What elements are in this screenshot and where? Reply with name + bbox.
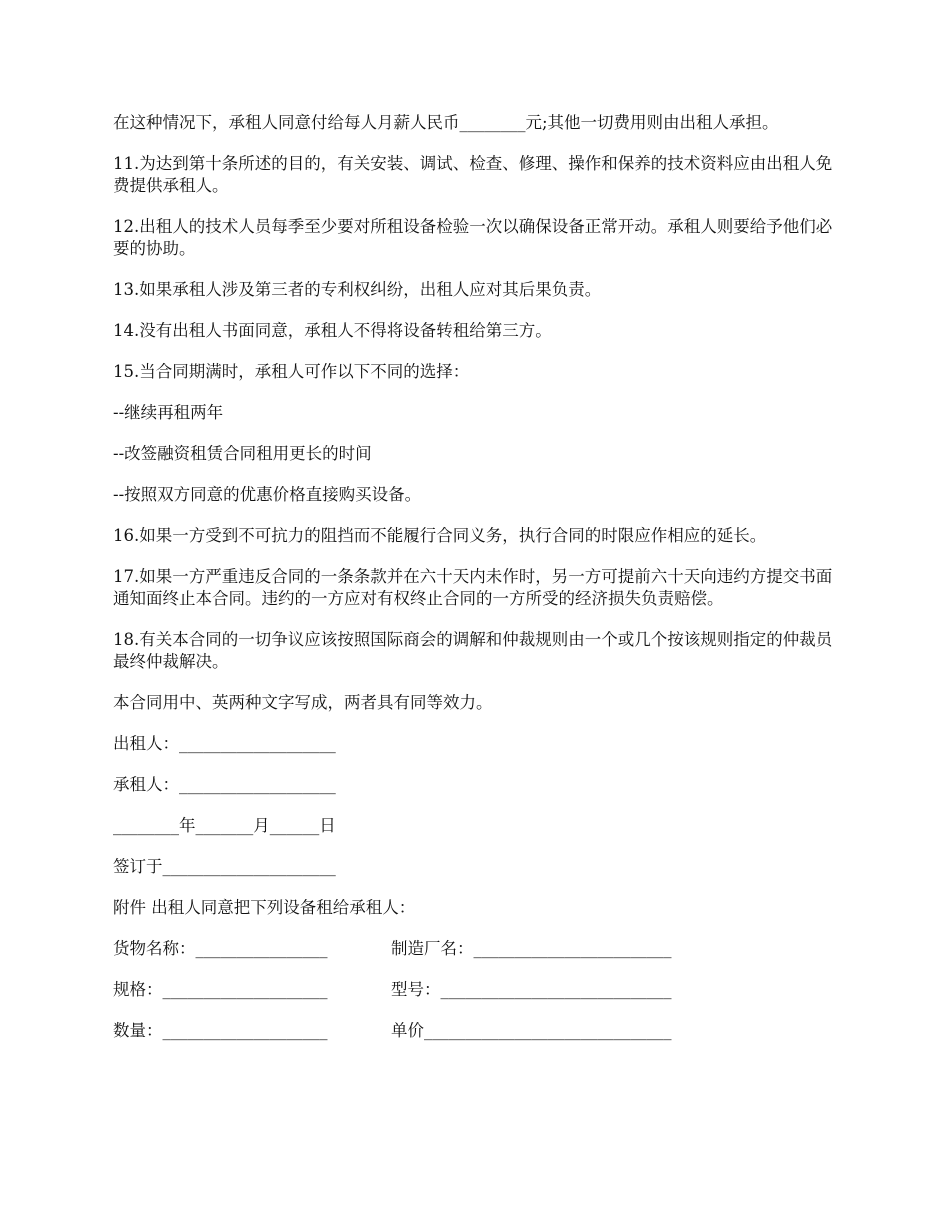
appendix-intro: 附件 出租人同意把下列设备租给承租人： bbox=[113, 898, 416, 917]
clause-12: 12.出租人的技术人员每季至少要对所租设备检验一次以确保设备正常开动。承租人则要给予他们必要的协助。 bbox=[113, 217, 833, 258]
clause-18: 18.有关本合同的一切争议应该按照国际商会的调解和仲裁规则由一个或几个按该规则指定的仲裁员最终仲裁解决。 bbox=[113, 630, 833, 671]
appendix-row bbox=[113, 938, 843, 960]
clause-16: 16.如果一方受到不可抗力的阻挡而不能履行合同义务，执行合同的时限应作相应的延长。 bbox=[113, 526, 767, 545]
lessee-signature-line: 承租人：___________________ bbox=[113, 775, 336, 794]
date-line: ________年_______月______日 bbox=[113, 816, 336, 835]
clause-13: 13.如果承租人涉及第三者的专利权纠纷，出租人应对其后果负责。 bbox=[113, 280, 602, 299]
clause-17: 17.如果一方严重违反合同的一条条款并在六十天内未作时，另一方可提前六十天向违约方提交书面通知面终止本合同。违约的一方应对有权终止合同的一方所受的经济损失负责赔偿。 bbox=[113, 567, 833, 608]
option-purchase: --按照双方同意的优惠价格直接购买设备。 bbox=[113, 485, 422, 504]
document-page bbox=[113, 112, 843, 1061]
appendix-row bbox=[113, 1020, 843, 1042]
goods-name-field: 货物名称：________________ bbox=[113, 939, 328, 958]
paragraph-salary: 在这种情况下，承租人同意付给每人月薪人民币________元;其他一切费用则由出租人承担。 bbox=[113, 113, 779, 132]
clause-14: 14.没有出租人书面同意，承租人不得将设备转租给第三方。 bbox=[113, 321, 552, 340]
clause-11: 11.为达到第十条所述的目的，有关安装、调试、检查、修理、操作和保养的技术资料应由出租人免费提供承租人。 bbox=[113, 154, 833, 195]
model-field: 型号：____________________________ bbox=[391, 980, 672, 999]
unit-price-field: 单价______________________________ bbox=[391, 1021, 672, 1040]
clause-15: 15.当合同期满时，承租人可作以下不同的选择： bbox=[113, 362, 470, 381]
specification-field: 规格：____________________ bbox=[113, 980, 328, 999]
lessor-signature-line: 出租人：___________________ bbox=[113, 734, 336, 753]
appendix-row bbox=[113, 979, 843, 1001]
language-clause: 本合同用中、英两种文字写成，两者具有同等效力。 bbox=[113, 693, 493, 712]
signed-at-line: 签订于_____________________ bbox=[113, 857, 336, 876]
option-renew: --继续再租两年 bbox=[113, 403, 224, 422]
manufacturer-field: 制造厂名：________________________ bbox=[391, 939, 672, 958]
quantity-field: 数量：____________________ bbox=[113, 1021, 328, 1040]
option-finance-lease: --改签融资租赁合同租用更长的时间 bbox=[113, 444, 372, 463]
